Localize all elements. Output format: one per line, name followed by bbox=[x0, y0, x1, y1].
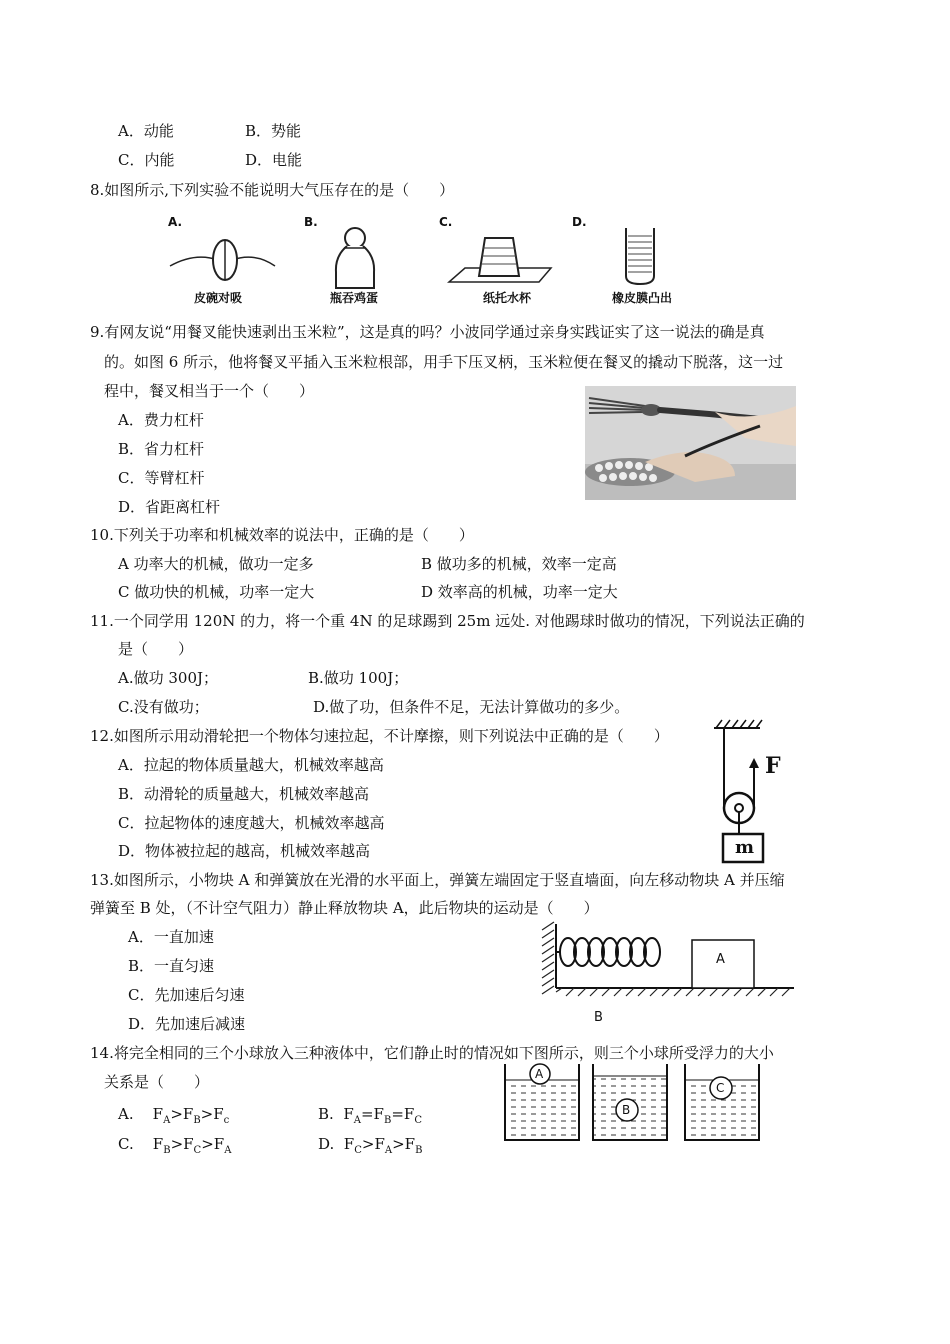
q10-option-a: A 功率大的机械，做功一定多 bbox=[118, 555, 314, 573]
q13-stem-line-2: 弹簧至 B 处，（不计空气阻力）静止释放物块 A，此后物块的运动是（ ） bbox=[90, 899, 599, 917]
q13-option-d: D．先加速后减速 bbox=[128, 1015, 246, 1033]
block-label: A bbox=[716, 952, 725, 967]
q8-figure-a: A. 皮碗对吸 bbox=[160, 210, 280, 310]
q8-figure-b: B. 瓶吞鸡蛋 bbox=[300, 210, 410, 310]
q11-option-a: A.做功 300J； bbox=[118, 669, 219, 687]
q8-figure-d: D. 橡皮膜凸出 bbox=[568, 210, 688, 310]
q10-option-d: D 效率高的机械，功率一定大 bbox=[421, 583, 618, 601]
q14-option-c: C. $F_B>F_C>F_A$ bbox=[118, 1135, 232, 1156]
pulley-figure bbox=[706, 716, 790, 866]
q14-option-b: B. $F_A=F_B=F_C$ bbox=[318, 1105, 422, 1126]
mass-label: m bbox=[735, 837, 755, 858]
bottle-egg-icon bbox=[300, 224, 410, 294]
beakers-figure bbox=[500, 1062, 780, 1144]
q7-option-d: D．电能 bbox=[245, 151, 303, 169]
q11-option-d: D.做了功，但条件不足，无法计算做功的多少。 bbox=[313, 698, 630, 716]
q12-option-a: A．拉起的物体质量越大，机械效率越高 bbox=[118, 756, 384, 774]
q9-option-a: A．费力杠杆 bbox=[118, 411, 204, 429]
q7-option-c: C．内能 bbox=[118, 151, 175, 169]
q10-option-b: B 做功多的机械，效率一定高 bbox=[421, 555, 617, 573]
q7-option-a: A．动能 bbox=[118, 122, 174, 140]
spring-block-icon bbox=[536, 920, 798, 1000]
q10-stem: 10.下列关于功率和机械效率的说法中，正确的是（ ） bbox=[90, 526, 474, 544]
paper-cup-icon bbox=[435, 224, 555, 294]
fork-corn-photo bbox=[585, 386, 796, 500]
q11-option-c: C.没有做功； bbox=[118, 698, 209, 716]
ball-a-label: A bbox=[535, 1067, 544, 1081]
q9-stem-line-3: 程中，餐叉相当于一个（ ） bbox=[104, 382, 315, 400]
q12-option-d: D．物体被拉起的越高，机械效率越高 bbox=[118, 842, 371, 860]
q14-stem-line-2: 关系是（ ） bbox=[104, 1073, 210, 1091]
q7-option-b: B．势能 bbox=[245, 122, 302, 140]
q9-stem-line-2: 的。如图 6 所示，他将餐叉平插入玉米粒根部，用手下压叉柄，玉米粒便在餐叉的撬动下脱落，这一过 bbox=[104, 353, 784, 371]
force-label: F bbox=[765, 753, 781, 779]
rubber-membrane-icon bbox=[568, 224, 688, 294]
q13-stem-line-1: 13.如图所示，小物块 A 和弹簧放在光滑的水平面上，弹簧左端固定于竖直墙面，向左移动物块 A 并压缩 bbox=[90, 871, 785, 889]
q14-stem-line-1: 14.将完全相同的三个小球放入三种液体中，它们静止时的情况如下图所示，则三个小球所受浮力的大小 bbox=[90, 1044, 774, 1062]
q13-option-b: B．一直匀速 bbox=[128, 957, 215, 975]
point-b-label: B bbox=[594, 1010, 603, 1025]
q9-option-c: C．等臂杠杆 bbox=[118, 469, 205, 487]
ball-b-label: B bbox=[622, 1103, 631, 1117]
q11-stem-line-1: 11.一个同学用 120N 的力，将一个重 4N 的足球踢到 25m 远处. 对他踢球时做功的情况，下列说法正确的 bbox=[90, 612, 805, 630]
q12-stem: 12.如图所示用动滑轮把一个物体匀速拉起，不计摩擦，则下列说法中正确的是（ ） bbox=[90, 727, 669, 745]
q8-figure-c: C. 纸托水杯 bbox=[435, 210, 555, 310]
q11-option-b: B.做功 100J； bbox=[308, 669, 409, 687]
q9-stem-line-1: 9.有网友说“用餐叉能快速剥出玉米粒”，这是真的吗？小波同学通过亲身实践证实了这一说法的确是真 bbox=[90, 323, 765, 341]
q14-option-a: A. $F_A>F_B>F_c$ bbox=[118, 1105, 230, 1126]
q13-option-c: C．先加速后匀速 bbox=[128, 986, 245, 1004]
q12-option-b: B．动滑轮的质量越大，机械效率越高 bbox=[118, 785, 370, 803]
q9-option-d: D．省距离杠杆 bbox=[118, 498, 221, 516]
q12-option-c: C．拉起物体的速度越大，机械效率越高 bbox=[118, 814, 385, 832]
q9-option-b: B．省力杠杆 bbox=[118, 440, 205, 458]
ball-c-label: C bbox=[716, 1081, 725, 1095]
q14-option-d: D. $F_C>F_A>F_B$ bbox=[318, 1135, 423, 1156]
q11-stem-line-2: 是（ ） bbox=[118, 640, 194, 658]
fork-corn-icon bbox=[585, 386, 796, 500]
spring-figure bbox=[536, 920, 798, 1030]
q8-stem: 8.如图所示,下列实验不能说明大气压存在的是（ ） bbox=[90, 181, 455, 199]
q13-option-a: A．一直加速 bbox=[128, 928, 214, 946]
q10-option-c: C 做功快的机械，功率一定大 bbox=[118, 583, 315, 601]
